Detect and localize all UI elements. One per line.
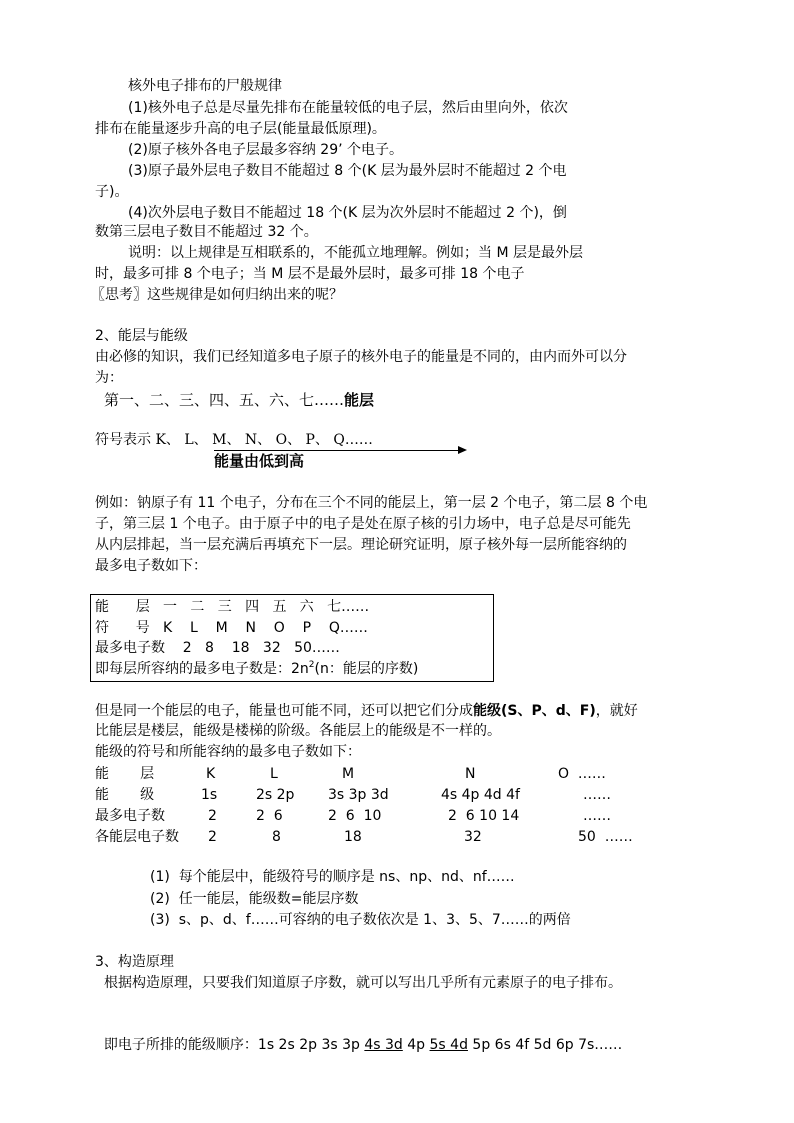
table-row-4-c5: 50 …… — [578, 829, 633, 845]
table-row-4-label: 各能层电子数 — [95, 829, 179, 845]
box-row-symbols: 符 号 K L M N O P Q…… — [95, 620, 368, 636]
table-row-1-c2: L — [270, 766, 278, 782]
rule-1-line-1: (1)核外电子总是尽量先排布在能量较低的电子层，然后由里向外，依次 — [128, 100, 568, 116]
symbols-line: 符号表示 K、 L、 M、 N、 O、 P、 Q…… — [95, 432, 373, 448]
box-row-max-electrons: 最多电子数 2 8 18 32 50…… — [95, 640, 340, 656]
table-row-4-c4: 32 — [464, 829, 482, 845]
section-3-heading: 3、构造原理 — [95, 954, 174, 970]
table-row-1-label: 能 层 — [95, 766, 155, 782]
table-row-3-c1: 2 — [208, 808, 217, 824]
example-line-4: 最多电子数如下： — [95, 558, 207, 574]
order-text-end: 5p 6s 4f 5d 6p 7s…… — [467, 1037, 623, 1053]
energy-arrow-label: 能量由低到高 — [214, 452, 305, 470]
rule-3-line-2: 子)。 — [95, 184, 129, 200]
layers-line — [104, 390, 374, 410]
note-line-1: 说明：以上规律是互相联系的，不能孤立地理解。例如；当 M 层是最外层 — [128, 245, 583, 261]
formula-superscript: 2 — [308, 660, 315, 670]
table-row-2-c5: …… — [583, 787, 611, 803]
rule-2: (2)原子核外各电子层最多容纳 29’ 个电子。 — [128, 142, 403, 158]
table-row-1-c5: O …… — [558, 766, 606, 782]
section-2-heading: 2、能层与能级 — [95, 328, 188, 344]
box-row-layers: 能 层 一 二 三 四 五 六 七…… — [95, 599, 370, 615]
orbital-order-line — [95, 1015, 622, 1055]
sublevel-term: 能级(S、P、d、F) — [473, 703, 596, 719]
sublevel-line-3: 能级的符号和所能容纳的最多电子数如下： — [95, 744, 361, 760]
think-question: 〖思考〗这些规律是如何归纳出来的呢？ — [91, 287, 343, 303]
layers-word: 能层 — [344, 391, 375, 409]
sublevel-text-end: ，就好 — [595, 703, 638, 719]
section-3-text: 根据构造原理，只要我们知道原子序数，就可以写出几乎所有元素原子的电子排布。 — [104, 975, 622, 991]
order-underlined-1: 4s 3d — [364, 1037, 403, 1053]
sublevel-text: 但是同一个能层的电子，能量也可能不同，还可以把它们分成 — [95, 703, 473, 719]
table-row-4-c1: 2 — [208, 829, 217, 845]
example-line-3: 从内层排起，当一层充满后再填充下一层。理论研究证明，原子核外每一层所能容纳的 — [95, 537, 627, 553]
point-1: (1) 每个能层中，能级符号的顺序是 ns、np、nd、nf…… — [150, 869, 515, 885]
order-text: 即电子所排的能级顺序：1s 2s 2p 3s 3p — [103, 1037, 365, 1053]
table-row-2-c1: 1s — [201, 787, 218, 803]
table-row-1-c4: N — [465, 766, 476, 782]
example-line-1: 例如：钠原子有 11 个电子，分布在三个不同的能层上，第一层 2 个电子，第二层 8 个电 — [95, 495, 648, 511]
layers-list: 第一、二、三、四、五、六、七…… — [104, 391, 345, 409]
note-line-2: 时，最多可排 8 个电子；当 M 层不是最外层时，最多可排 18 个电子 — [95, 266, 525, 282]
point-2: (2) 任一能层，能级数=能层序数 — [150, 891, 359, 907]
table-row-1-c1: K — [206, 766, 216, 782]
order-text-mid: 4p — [402, 1037, 430, 1053]
formula-text: 即每层所容纳的最多电子数是：2n — [95, 661, 309, 677]
intro-line-2: 为： — [95, 370, 123, 386]
table-row-1-c3: M — [342, 766, 355, 782]
order-underlined-2: 5s 4d — [429, 1037, 468, 1053]
rule-3-line-1: (3)原子最外层电子数目不能超过 8 个(K 层为最外层时不能超过 2 个电 — [128, 163, 567, 179]
box-row-formula — [95, 659, 418, 681]
sublevel-line-2: 比能层是楼层，能级是楼梯的阶级。各能层上的能级是不一样的。 — [95, 723, 501, 739]
arrow-right-icon — [458, 446, 467, 454]
formula-note: (n：能层的序数) — [314, 661, 419, 677]
example-line-2: 子，第三层 1 个电子。由于原子中的电子是处在原子核的引力场中，电子总是尽可能先 — [95, 516, 631, 532]
table-row-2-label: 能 级 — [95, 787, 155, 803]
point-3: (3) s、p、d、f……可容纳的电子数依次是 1、3、5、7……的两倍 — [150, 912, 571, 928]
table-row-4-c2: 8 — [272, 829, 281, 845]
section-title: 核外电子排布的尸般规律 — [128, 78, 282, 94]
table-row-2-c4: 4s 4p 4d 4f — [441, 787, 520, 803]
sublevel-line-1 — [95, 701, 638, 721]
intro-line-1: 由必修的知识，我们已经知道多电子原子的核外电子的能量是不同的，由内而外可以分 — [95, 349, 627, 365]
table-row-3-label: 最多电子数 — [95, 808, 165, 824]
table-row-2-c3: 3s 3p 3d — [328, 787, 389, 803]
table-row-3-c4: 2 6 10 14 — [448, 808, 520, 824]
table-row-3-c2: 2 6 — [256, 808, 283, 824]
table-row-2-c2: 2s 2p — [256, 787, 295, 803]
rule-1-line-2: 排布在能量逐步升高的电子层(能量最低原理)。 — [95, 121, 386, 137]
rule-4-line-1: (4)次外层电子数目不能超过 18 个(K 层为次外层时不能超过 2 个)，倒 — [128, 205, 567, 221]
table-row-4-c3: 18 — [344, 829, 362, 845]
rule-4-line-2: 数第三层电子数目不能超过 32 个。 — [95, 224, 318, 240]
table-row-3-c5: …… — [583, 808, 611, 824]
table-row-3-c3: 2 6 10 — [328, 808, 382, 824]
